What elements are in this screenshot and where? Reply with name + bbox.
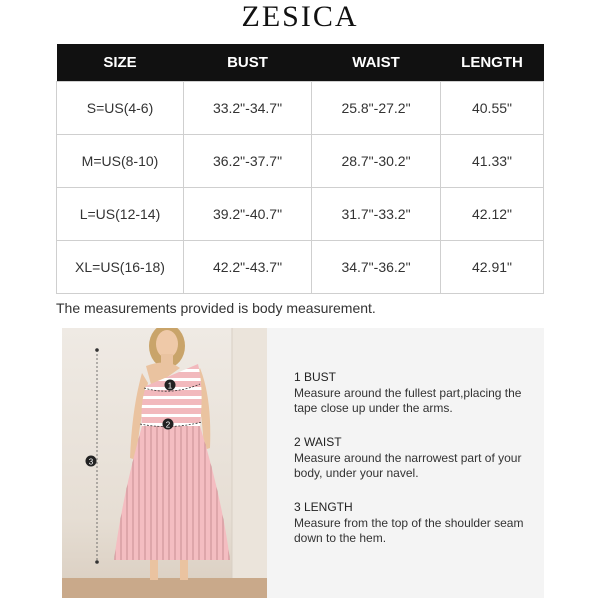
cell-waist: 34.7"-36.2" [312,240,441,293]
size-chart-table [56,44,544,294]
marker-waist [163,419,174,430]
guide-waist-text: Measure around the narrowest part of your body, under your navel. [294,451,522,480]
marker-bust [165,380,176,391]
table-header-row [57,44,544,81]
cell-length: 41.33" [441,134,544,187]
cell-waist: 31.7"-33.2" [312,187,441,240]
guide-waist [294,435,534,481]
cell-size: S=US(4-6) [57,81,184,134]
header-size: SIZE [57,44,184,81]
cell-bust: 33.2"-34.7" [184,81,312,134]
wall-panel [232,328,267,598]
cell-length: 40.55" [441,81,544,134]
header-length: LENGTH [441,44,544,81]
marker-bust-label: 1 [167,381,173,391]
guide-waist-title: 2 WAIST [294,435,342,449]
table-row [57,81,544,134]
guide-length [294,500,534,546]
cell-size: L=US(12-14) [57,187,184,240]
guide-bust-title: 1 BUST [294,370,337,384]
brand-logo: ZESICA [241,0,359,33]
marker-length [86,456,97,467]
table-row [57,240,544,293]
marker-waist-label: 2 [165,420,171,430]
guide-length-title: 3 LENGTH [294,500,353,514]
model-photo [62,328,267,598]
measurement-guide-panel [267,328,544,598]
guide-length-text: Measure from the top of the shoulder seam down to the hem. [294,516,524,545]
cell-size: M=US(8-10) [57,134,184,187]
cell-bust: 39.2"-40.7" [184,187,312,240]
table-row [57,134,544,187]
cell-size: XL=US(16-18) [57,240,184,293]
guide-bust-text: Measure around the fullest part,placing the tape close up under the arms. [294,386,522,415]
cell-length: 42.91" [441,240,544,293]
cell-bust: 42.2"-43.7" [184,240,312,293]
cell-bust: 36.2"-37.7" [184,134,312,187]
table-row [57,187,544,240]
model-face [156,330,178,358]
header-bust: BUST [184,44,312,81]
header-waist: WAIST [312,44,441,81]
guide-bust [294,370,534,416]
floor [62,578,267,598]
measurement-note: The measurements provided is body measurement. [56,300,376,316]
marker-length-label: 3 [88,457,94,467]
cell-length: 42.12" [441,187,544,240]
cell-waist: 28.7"-30.2" [312,134,441,187]
cell-waist: 25.8"-27.2" [312,81,441,134]
